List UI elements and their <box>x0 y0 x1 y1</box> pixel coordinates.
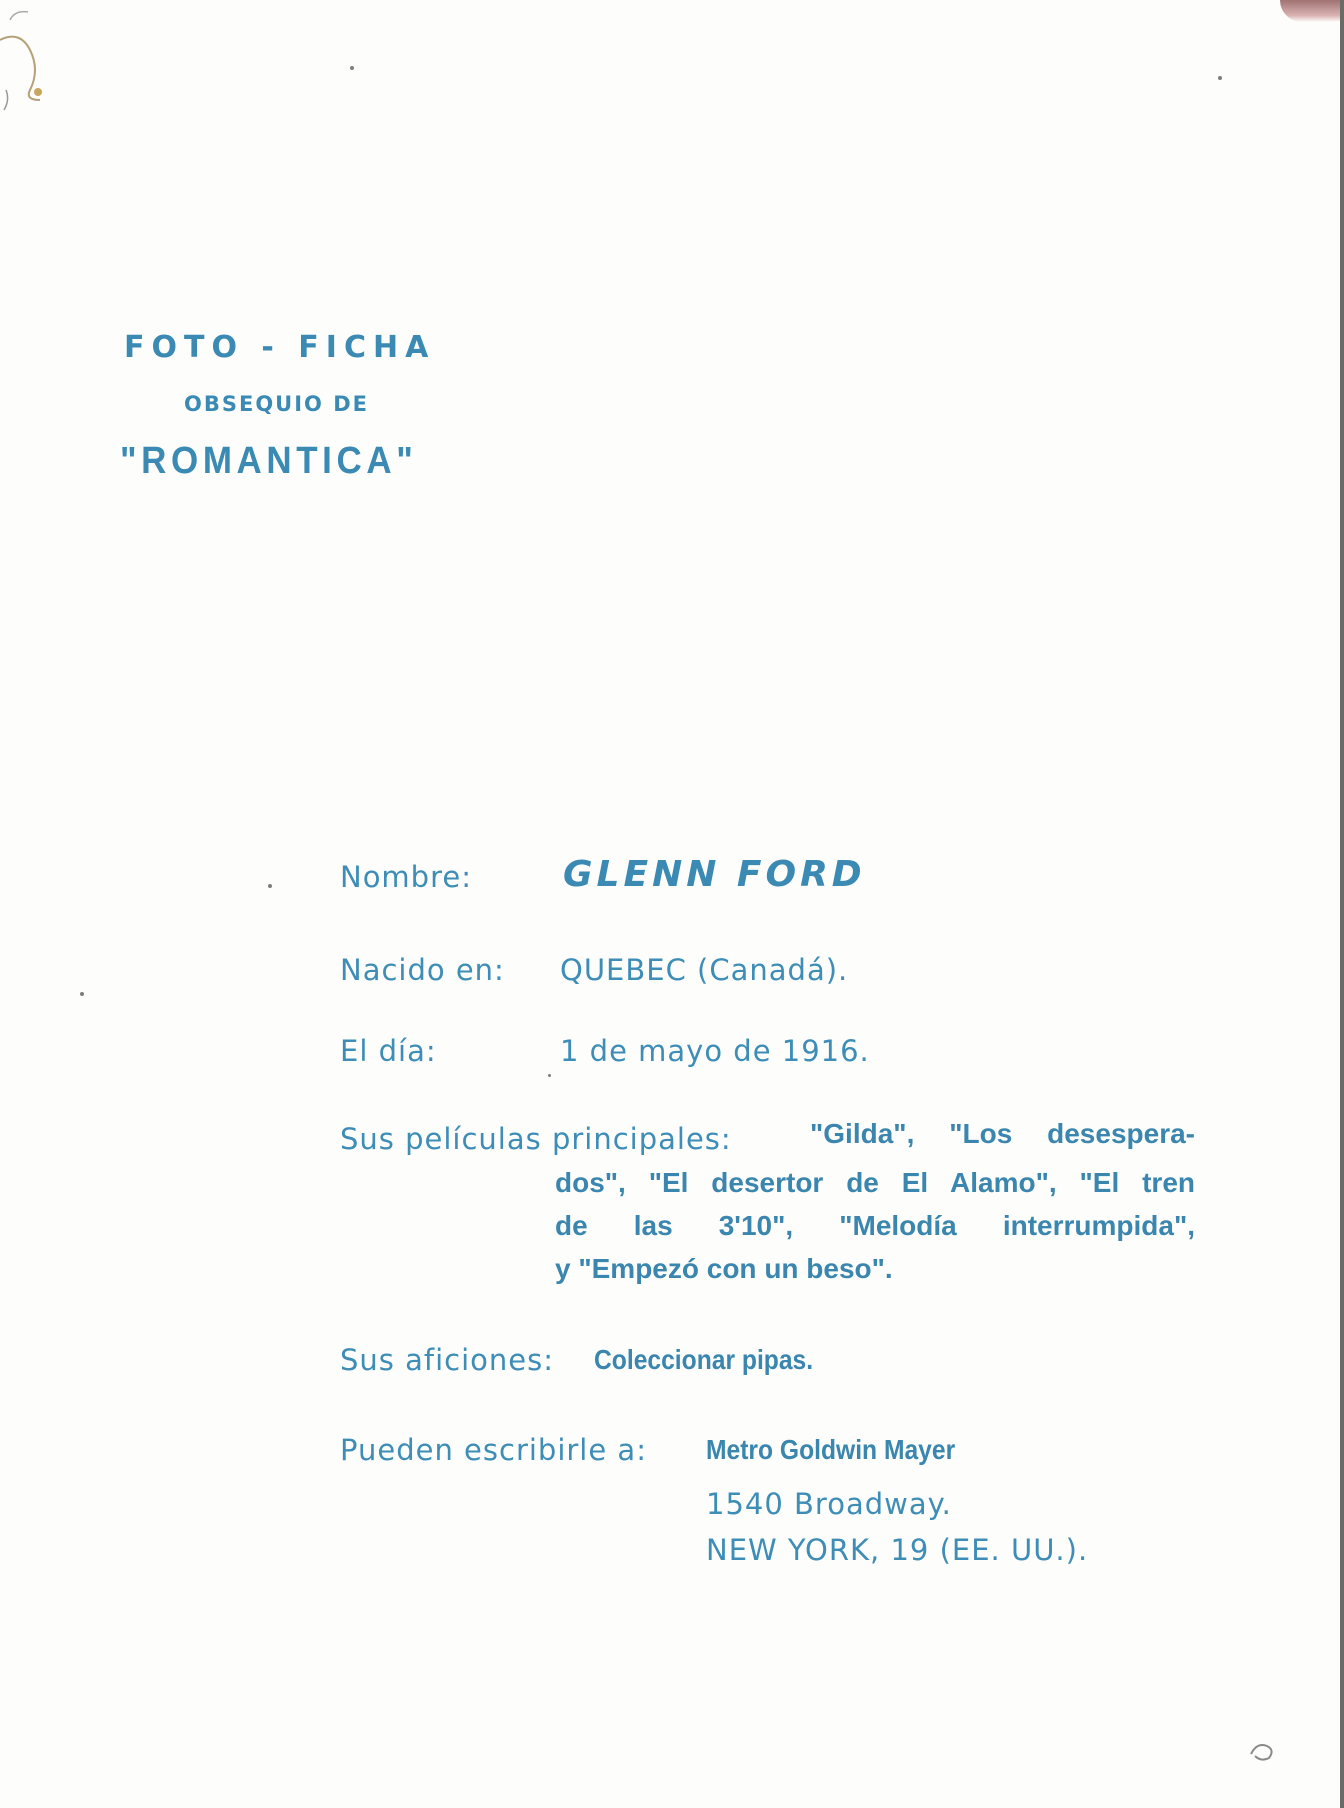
paper-wear-mark <box>0 0 60 120</box>
peliculas-line: dos", "El desertor de El Alamo", "El tren <box>555 1167 1195 1198</box>
paper-mark <box>1245 1738 1285 1762</box>
peliculas-list <box>555 1118 1195 1290</box>
paper-speck <box>80 992 84 996</box>
peliculas-line: "Gilda", "Los desespera- <box>810 1118 1195 1149</box>
dia-label: El día: <box>340 1034 437 1068</box>
escribir-label: Pueden escribirle a: <box>340 1433 647 1467</box>
paper-speck <box>268 884 272 888</box>
header-subtitle: OBSEQUIO DE <box>184 392 369 416</box>
dia-value: 1 de mayo de 1916. <box>560 1034 870 1068</box>
header-magazine-name: "ROMANTICA" <box>120 440 418 482</box>
worn-corner <box>1280 0 1340 22</box>
peliculas-line: de las 3'10", "Melodía interrumpida", <box>555 1210 1195 1241</box>
paper-speck <box>350 66 354 70</box>
address-street: 1540 Broadway. <box>706 1487 952 1521</box>
peliculas-label: Sus películas principales: <box>340 1122 732 1156</box>
address-studio: Metro Goldwin Mayer <box>706 1434 956 1465</box>
aficiones-value: Coleccionar pipas. <box>594 1344 814 1375</box>
header-title: FOTO - FICHA <box>124 330 436 365</box>
peliculas-line: y "Empezó con un beso". <box>555 1253 893 1284</box>
paper-speck <box>1218 76 1222 80</box>
nacido-label: Nacido en: <box>340 953 505 987</box>
nombre-value: GLENN FORD <box>563 854 866 895</box>
aficiones-label: Sus aficiones: <box>340 1343 554 1377</box>
nombre-label: Nombre: <box>340 860 472 894</box>
nacido-value: QUEBEC (Canadá). <box>560 953 849 987</box>
address-city: NEW YORK, 19 (EE. UU.). <box>706 1533 1089 1567</box>
paper-speck <box>548 1074 551 1077</box>
